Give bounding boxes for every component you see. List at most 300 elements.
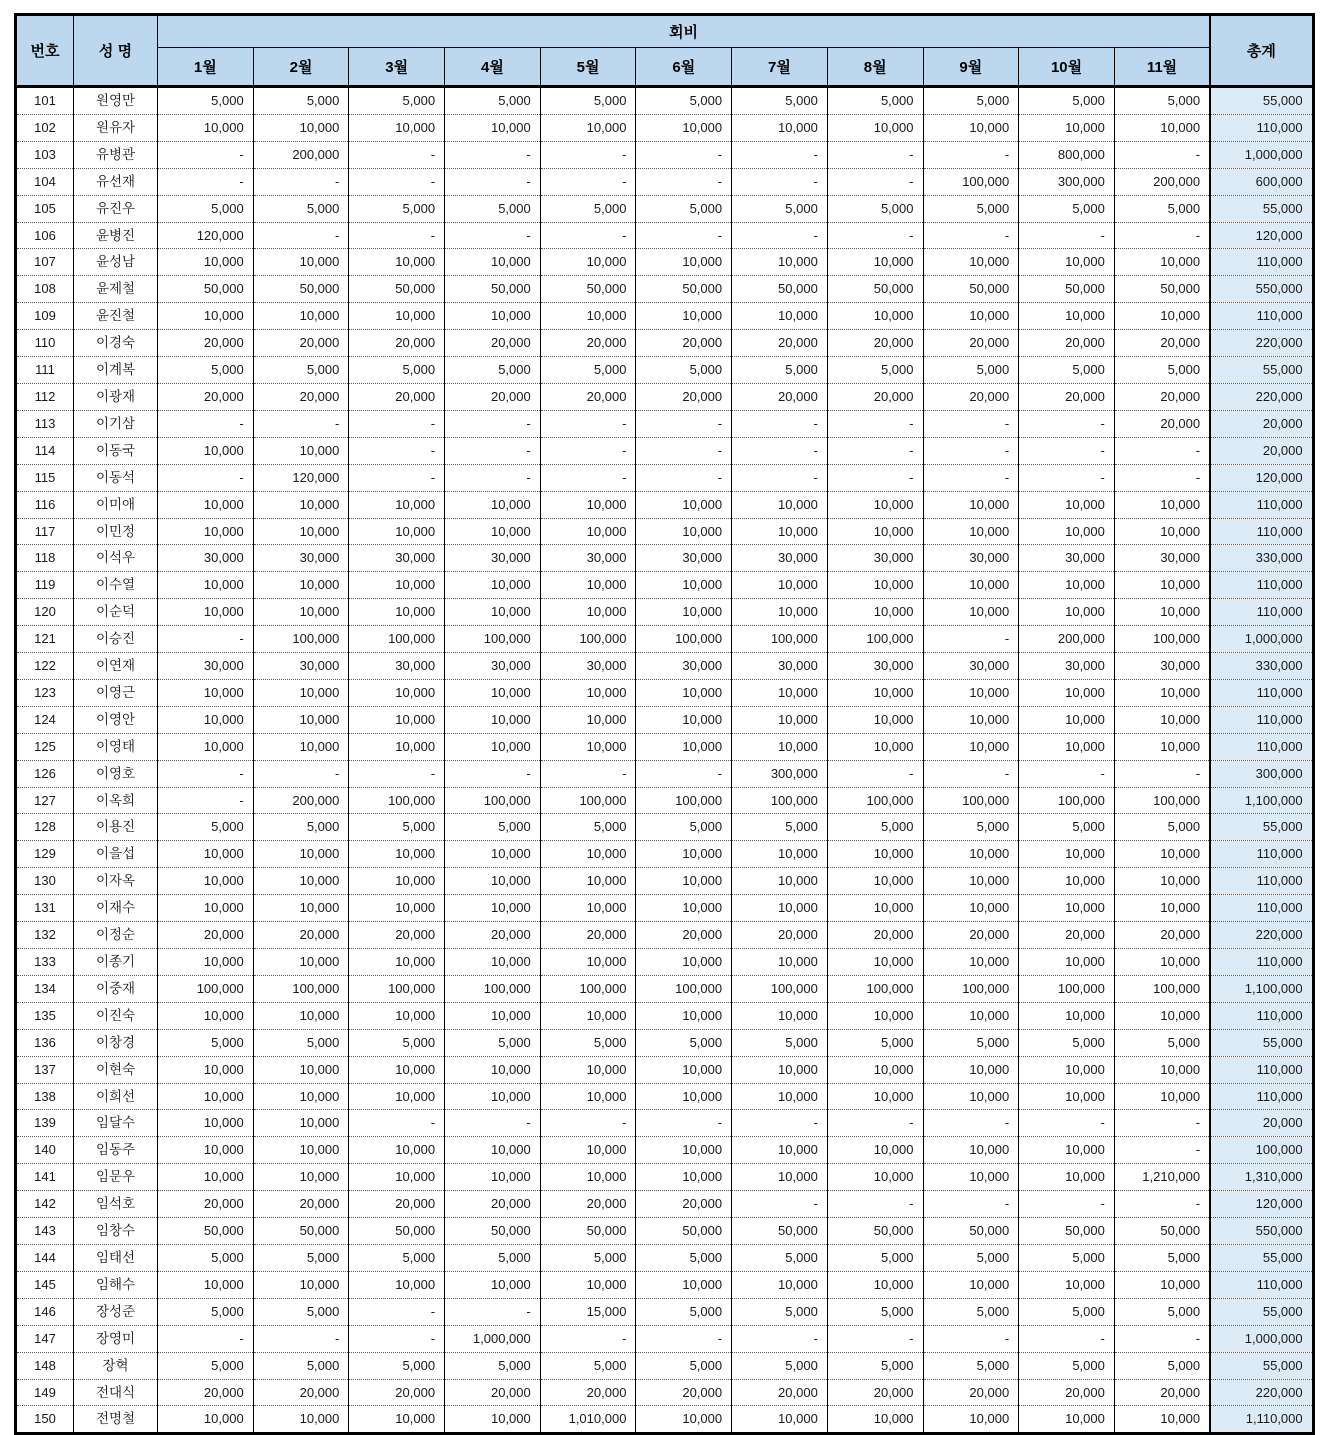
cell-month-4: 10,000 [445, 841, 541, 868]
cell-month-6: 5,000 [636, 357, 732, 384]
spreadsheet [14, 13, 1315, 1435]
cell-no: 148 [16, 1352, 74, 1379]
cell-month-2: 5,000 [253, 814, 349, 841]
cell-month-1: 10,000 [158, 599, 254, 626]
col-header-month-3: 3월 [349, 48, 445, 87]
cell-month-6: - [636, 437, 732, 464]
cell-month-5: 30,000 [540, 653, 636, 680]
cell-month-11: 10,000 [1114, 679, 1210, 706]
table-row [16, 1271, 1314, 1298]
cell-month-6: 10,000 [636, 1083, 732, 1110]
cell-month-9: 100,000 [923, 787, 1019, 814]
cell-month-5: 100,000 [540, 787, 636, 814]
cell-month-4: 10,000 [445, 1271, 541, 1298]
cell-month-4: 100,000 [445, 626, 541, 653]
cell-month-9: 10,000 [923, 1271, 1019, 1298]
cell-month-6: 10,000 [636, 1002, 732, 1029]
cell-month-7: 10,000 [732, 303, 828, 330]
cell-month-5: - [540, 464, 636, 491]
cell-month-3: 10,000 [349, 868, 445, 895]
cell-name: 이수열 [74, 572, 158, 599]
cell-no: 115 [16, 464, 74, 491]
cell-month-8: 10,000 [827, 1164, 923, 1191]
table-row [16, 760, 1314, 787]
table-row [16, 572, 1314, 599]
cell-month-11: 10,000 [1114, 1271, 1210, 1298]
cell-no: 147 [16, 1325, 74, 1352]
cell-month-3: 5,000 [349, 357, 445, 384]
cell-month-1: 10,000 [158, 679, 254, 706]
cell-name: 장성준 [74, 1298, 158, 1325]
cell-month-3: 10,000 [349, 706, 445, 733]
cell-month-2: - [253, 1325, 349, 1352]
cell-month-9: - [923, 760, 1019, 787]
cell-month-8: 50,000 [827, 276, 923, 303]
cell-month-3: 10,000 [349, 599, 445, 626]
cell-month-4: 10,000 [445, 572, 541, 599]
cell-month-1: 10,000 [158, 1406, 254, 1434]
col-header-fee-group: 회비 [158, 15, 1211, 48]
cell-month-2: 200,000 [253, 141, 349, 168]
cell-month-11: - [1114, 1191, 1210, 1218]
cell-month-10: 10,000 [1019, 1056, 1115, 1083]
cell-month-10: 30,000 [1019, 653, 1115, 680]
cell-month-10: 10,000 [1019, 706, 1115, 733]
cell-month-11: 10,000 [1114, 114, 1210, 141]
cell-month-11: 10,000 [1114, 706, 1210, 733]
cell-name: 이희선 [74, 1083, 158, 1110]
cell-month-10: 50,000 [1019, 1218, 1115, 1245]
cell-month-4: - [445, 222, 541, 249]
cell-name: 이계복 [74, 357, 158, 384]
table-row [16, 1379, 1314, 1406]
cell-total: 220,000 [1210, 330, 1313, 357]
cell-month-11: 10,000 [1114, 599, 1210, 626]
cell-total: 110,000 [1210, 249, 1313, 276]
cell-no: 131 [16, 895, 74, 922]
col-header-name: 성 명 [74, 15, 158, 87]
table-row [16, 841, 1314, 868]
cell-month-11: 100,000 [1114, 787, 1210, 814]
cell-month-2: 10,000 [253, 733, 349, 760]
col-header-no: 번호 [16, 15, 74, 87]
cell-name: 이연재 [74, 653, 158, 680]
table-row [16, 1298, 1314, 1325]
cell-name: 이창경 [74, 1029, 158, 1056]
cell-month-6: 10,000 [636, 518, 732, 545]
cell-month-9: 10,000 [923, 303, 1019, 330]
table-row [16, 1029, 1314, 1056]
cell-no: 149 [16, 1379, 74, 1406]
cell-name: 이중재 [74, 975, 158, 1002]
cell-month-8: 10,000 [827, 895, 923, 922]
cell-month-11: - [1114, 222, 1210, 249]
cell-month-4: 10,000 [445, 1002, 541, 1029]
cell-month-2: 10,000 [253, 679, 349, 706]
cell-month-11: 5,000 [1114, 1352, 1210, 1379]
table-row [16, 330, 1314, 357]
cell-month-7: 10,000 [732, 572, 828, 599]
cell-month-9: - [923, 1325, 1019, 1352]
table-row [16, 114, 1314, 141]
cell-month-2: - [253, 168, 349, 195]
cell-month-2: 10,000 [253, 1110, 349, 1137]
cell-no: 106 [16, 222, 74, 249]
cell-month-2: 30,000 [253, 653, 349, 680]
cell-no: 127 [16, 787, 74, 814]
cell-month-10: 10,000 [1019, 1406, 1115, 1434]
cell-month-4: 10,000 [445, 491, 541, 518]
col-header-month-7: 7월 [732, 48, 828, 87]
cell-month-8: - [827, 222, 923, 249]
cell-name: 윤진철 [74, 303, 158, 330]
cell-month-1: 10,000 [158, 1002, 254, 1029]
cell-total: 1,100,000 [1210, 975, 1313, 1002]
cell-month-5: 10,000 [540, 1083, 636, 1110]
cell-month-6: 30,000 [636, 653, 732, 680]
cell-month-10: 5,000 [1019, 357, 1115, 384]
cell-month-1: 5,000 [158, 1244, 254, 1271]
cell-month-6: 30,000 [636, 545, 732, 572]
cell-month-5: 10,000 [540, 1137, 636, 1164]
cell-month-1: 5,000 [158, 1029, 254, 1056]
cell-total: 55,000 [1210, 1298, 1313, 1325]
cell-total: 55,000 [1210, 87, 1313, 115]
table-row [16, 195, 1314, 222]
cell-name: 유병관 [74, 141, 158, 168]
cell-total: 550,000 [1210, 276, 1313, 303]
cell-total: 110,000 [1210, 1271, 1313, 1298]
cell-month-3: 10,000 [349, 1083, 445, 1110]
cell-total: 330,000 [1210, 545, 1313, 572]
cell-month-4: 5,000 [445, 87, 541, 115]
cell-month-3: 10,000 [349, 1056, 445, 1083]
cell-month-10: 10,000 [1019, 841, 1115, 868]
table-row [16, 141, 1314, 168]
cell-month-1: - [158, 410, 254, 437]
cell-month-10: 10,000 [1019, 1137, 1115, 1164]
cell-month-3: - [349, 760, 445, 787]
cell-month-1: - [158, 787, 254, 814]
cell-month-10: - [1019, 1325, 1115, 1352]
cell-no: 114 [16, 437, 74, 464]
cell-month-7: - [732, 437, 828, 464]
cell-month-8: 10,000 [827, 1056, 923, 1083]
cell-month-8: 20,000 [827, 383, 923, 410]
cell-month-2: 50,000 [253, 276, 349, 303]
cell-name: 임해수 [74, 1271, 158, 1298]
cell-month-8: 10,000 [827, 706, 923, 733]
cell-month-8: 10,000 [827, 599, 923, 626]
cell-month-3: 20,000 [349, 330, 445, 357]
cell-month-4: - [445, 1110, 541, 1137]
cell-total: 110,000 [1210, 841, 1313, 868]
cell-name: 이재수 [74, 895, 158, 922]
cell-month-5: 5,000 [540, 1029, 636, 1056]
table-row [16, 1325, 1314, 1352]
cell-month-4: 20,000 [445, 1379, 541, 1406]
col-header-month-1: 1월 [158, 48, 254, 87]
cell-month-3: 10,000 [349, 1406, 445, 1434]
cell-month-3: - [349, 464, 445, 491]
cell-month-8: 10,000 [827, 841, 923, 868]
cell-month-7: 10,000 [732, 114, 828, 141]
col-header-month-4: 4월 [445, 48, 541, 87]
cell-no: 144 [16, 1244, 74, 1271]
cell-total: 55,000 [1210, 1352, 1313, 1379]
cell-name: 이영태 [74, 733, 158, 760]
cell-no: 132 [16, 922, 74, 949]
cell-no: 111 [16, 357, 74, 384]
cell-total: 110,000 [1210, 599, 1313, 626]
cell-month-10: 10,000 [1019, 949, 1115, 976]
cell-month-5: 20,000 [540, 383, 636, 410]
cell-month-6: 20,000 [636, 1191, 732, 1218]
cell-month-2: 10,000 [253, 491, 349, 518]
cell-month-10: - [1019, 437, 1115, 464]
cell-month-2: 5,000 [253, 87, 349, 115]
cell-month-4: - [445, 760, 541, 787]
cell-month-2: 10,000 [253, 1083, 349, 1110]
cell-month-8: 10,000 [827, 1406, 923, 1434]
cell-total: 110,000 [1210, 895, 1313, 922]
cell-month-11: 10,000 [1114, 733, 1210, 760]
cell-total: 110,000 [1210, 679, 1313, 706]
cell-month-3: - [349, 1110, 445, 1137]
cell-name: 임창수 [74, 1218, 158, 1245]
cell-month-1: 30,000 [158, 545, 254, 572]
cell-month-2: 50,000 [253, 1218, 349, 1245]
cell-month-4: 5,000 [445, 1029, 541, 1056]
table-row [16, 303, 1314, 330]
fee-table [14, 13, 1315, 1435]
cell-month-7: 10,000 [732, 733, 828, 760]
cell-no: 143 [16, 1218, 74, 1245]
table-row [16, 87, 1314, 115]
cell-month-2: 10,000 [253, 1056, 349, 1083]
cell-month-3: 100,000 [349, 787, 445, 814]
cell-month-10: 100,000 [1019, 975, 1115, 1002]
cell-month-4: 10,000 [445, 679, 541, 706]
table-row [16, 814, 1314, 841]
cell-month-9: 5,000 [923, 195, 1019, 222]
cell-month-8: 10,000 [827, 868, 923, 895]
cell-month-3: 10,000 [349, 114, 445, 141]
cell-month-1: - [158, 760, 254, 787]
cell-name: 이기삼 [74, 410, 158, 437]
cell-name: 이민정 [74, 518, 158, 545]
cell-month-4: 10,000 [445, 1056, 541, 1083]
cell-month-5: 10,000 [540, 518, 636, 545]
cell-month-8: 10,000 [827, 1002, 923, 1029]
cell-month-2: 20,000 [253, 330, 349, 357]
cell-month-3: 10,000 [349, 841, 445, 868]
cell-month-10: 5,000 [1019, 814, 1115, 841]
cell-month-5: - [540, 168, 636, 195]
cell-month-8: 5,000 [827, 1298, 923, 1325]
cell-month-6: - [636, 464, 732, 491]
cell-total: 110,000 [1210, 518, 1313, 545]
cell-month-9: - [923, 222, 1019, 249]
cell-month-5: - [540, 437, 636, 464]
cell-month-10: 20,000 [1019, 1379, 1115, 1406]
cell-name: 임달수 [74, 1110, 158, 1137]
cell-month-5: - [540, 222, 636, 249]
cell-month-6: 5,000 [636, 1298, 732, 1325]
cell-month-3: - [349, 410, 445, 437]
cell-month-8: 20,000 [827, 1379, 923, 1406]
cell-month-7: 10,000 [732, 1083, 828, 1110]
cell-total: 110,000 [1210, 572, 1313, 599]
cell-name: 윤병진 [74, 222, 158, 249]
cell-month-10: 10,000 [1019, 491, 1115, 518]
cell-month-6: 10,000 [636, 303, 732, 330]
cell-month-10: 10,000 [1019, 1002, 1115, 1029]
cell-month-1: 5,000 [158, 1352, 254, 1379]
cell-month-10: 10,000 [1019, 303, 1115, 330]
cell-month-9: 10,000 [923, 895, 1019, 922]
cell-month-10: 5,000 [1019, 1029, 1115, 1056]
cell-no: 129 [16, 841, 74, 868]
cell-month-11: 5,000 [1114, 87, 1210, 115]
cell-month-3: 10,000 [349, 679, 445, 706]
cell-no: 146 [16, 1298, 74, 1325]
cell-month-8: 10,000 [827, 1271, 923, 1298]
cell-month-7: 10,000 [732, 1137, 828, 1164]
cell-month-1: 10,000 [158, 895, 254, 922]
cell-name: 이영호 [74, 760, 158, 787]
table-row [16, 626, 1314, 653]
cell-month-6: 20,000 [636, 330, 732, 357]
cell-month-10: - [1019, 222, 1115, 249]
cell-name: 이석우 [74, 545, 158, 572]
cell-month-3: 10,000 [349, 1137, 445, 1164]
cell-month-9: 5,000 [923, 1029, 1019, 1056]
cell-month-6: 10,000 [636, 1271, 732, 1298]
cell-month-6: 10,000 [636, 895, 732, 922]
cell-month-9: - [923, 626, 1019, 653]
cell-month-4: 5,000 [445, 357, 541, 384]
cell-month-11: 100,000 [1114, 975, 1210, 1002]
cell-month-6: 20,000 [636, 383, 732, 410]
cell-month-1: 20,000 [158, 330, 254, 357]
cell-month-2: 10,000 [253, 249, 349, 276]
cell-month-4: 10,000 [445, 1164, 541, 1191]
cell-total: 110,000 [1210, 868, 1313, 895]
cell-month-2: 10,000 [253, 599, 349, 626]
cell-month-8: 10,000 [827, 491, 923, 518]
cell-month-6: - [636, 1110, 732, 1137]
cell-month-4: 10,000 [445, 518, 541, 545]
cell-month-8: 5,000 [827, 1352, 923, 1379]
cell-month-10: 50,000 [1019, 276, 1115, 303]
cell-month-1: 10,000 [158, 1164, 254, 1191]
cell-month-2: 10,000 [253, 706, 349, 733]
cell-month-5: 20,000 [540, 330, 636, 357]
cell-month-2: - [253, 222, 349, 249]
cell-month-6: 10,000 [636, 249, 732, 276]
cell-month-1: 10,000 [158, 706, 254, 733]
cell-month-7: 5,000 [732, 1352, 828, 1379]
col-header-month-9: 9월 [923, 48, 1019, 87]
cell-no: 130 [16, 868, 74, 895]
cell-month-9: 30,000 [923, 545, 1019, 572]
cell-total: 220,000 [1210, 1379, 1313, 1406]
cell-name: 이종기 [74, 949, 158, 976]
cell-month-11: 10,000 [1114, 572, 1210, 599]
cell-month-5: - [540, 141, 636, 168]
table-row [16, 1083, 1314, 1110]
cell-month-10: 20,000 [1019, 383, 1115, 410]
cell-month-11: - [1114, 437, 1210, 464]
cell-month-9: - [923, 141, 1019, 168]
cell-month-7: 5,000 [732, 195, 828, 222]
cell-month-11: 20,000 [1114, 410, 1210, 437]
cell-no: 113 [16, 410, 74, 437]
cell-total: 120,000 [1210, 222, 1313, 249]
cell-name: 이순덕 [74, 599, 158, 626]
cell-total: 300,000 [1210, 760, 1313, 787]
cell-month-10: - [1019, 760, 1115, 787]
cell-total: 1,110,000 [1210, 1406, 1313, 1434]
cell-month-10: 10,000 [1019, 733, 1115, 760]
cell-month-9: 10,000 [923, 1137, 1019, 1164]
cell-month-11: 50,000 [1114, 1218, 1210, 1245]
cell-total: 330,000 [1210, 653, 1313, 680]
cell-month-7: 10,000 [732, 895, 828, 922]
cell-month-3: 5,000 [349, 87, 445, 115]
cell-month-10: 10,000 [1019, 572, 1115, 599]
table-row [16, 249, 1314, 276]
cell-month-7: - [732, 1325, 828, 1352]
cell-month-3: 5,000 [349, 195, 445, 222]
table-row [16, 1406, 1314, 1434]
table-row [16, 733, 1314, 760]
cell-no: 126 [16, 760, 74, 787]
cell-month-9: 10,000 [923, 1164, 1019, 1191]
cell-month-3: 10,000 [349, 491, 445, 518]
cell-month-6: 5,000 [636, 1029, 732, 1056]
cell-month-9: 100,000 [923, 975, 1019, 1002]
cell-name: 이영근 [74, 679, 158, 706]
cell-month-7: 10,000 [732, 706, 828, 733]
cell-month-1: 10,000 [158, 1056, 254, 1083]
cell-total: 55,000 [1210, 195, 1313, 222]
cell-month-8: 20,000 [827, 922, 923, 949]
table-row [16, 949, 1314, 976]
cell-month-11: 50,000 [1114, 276, 1210, 303]
cell-month-4: 10,000 [445, 706, 541, 733]
cell-month-9: 10,000 [923, 868, 1019, 895]
cell-month-11: - [1114, 464, 1210, 491]
cell-month-6: 10,000 [636, 1056, 732, 1083]
cell-month-5: 10,000 [540, 491, 636, 518]
cell-month-1: 20,000 [158, 922, 254, 949]
cell-month-4: 10,000 [445, 895, 541, 922]
cell-month-5: 100,000 [540, 626, 636, 653]
cell-month-8: 5,000 [827, 195, 923, 222]
cell-month-2: 120,000 [253, 464, 349, 491]
col-header-month-5: 5월 [540, 48, 636, 87]
cell-month-3: 5,000 [349, 814, 445, 841]
cell-month-11: 20,000 [1114, 330, 1210, 357]
cell-name: 이을섭 [74, 841, 158, 868]
cell-month-8: 10,000 [827, 518, 923, 545]
table-row [16, 1002, 1314, 1029]
cell-month-8: - [827, 1110, 923, 1137]
cell-total: 110,000 [1210, 114, 1313, 141]
cell-month-9: 10,000 [923, 706, 1019, 733]
